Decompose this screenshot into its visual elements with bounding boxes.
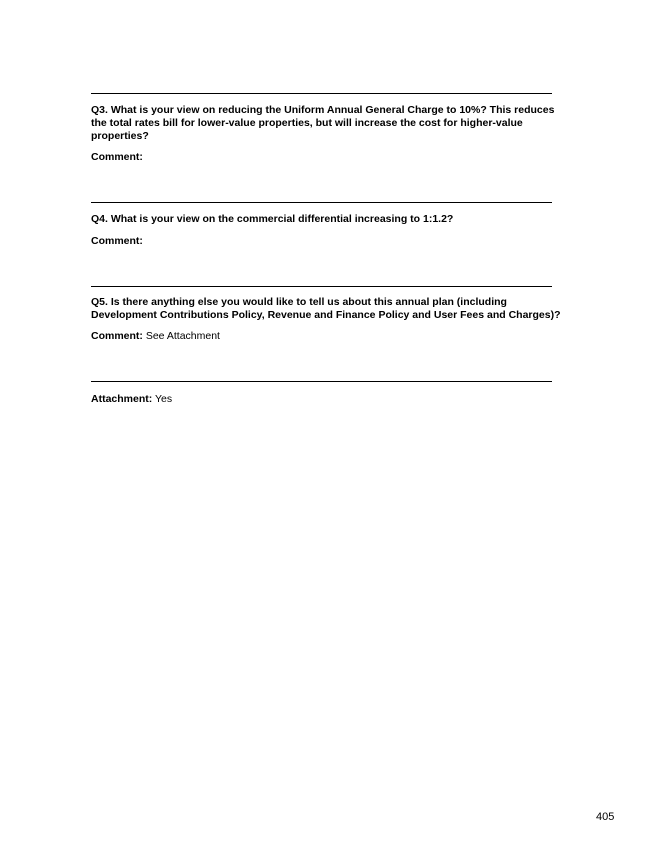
section-divider (91, 381, 552, 382)
attachment-label: Attachment: (91, 393, 153, 405)
question-q5: Q5. Is there anything else you would like to tell us about this annual plan (including Development Contributions Policy, Revenue and Finance Policy and User Fees and Charges)? (91, 296, 561, 321)
comment-value: See Attachment (145, 330, 220, 342)
attachment-value: Yes (155, 393, 173, 405)
comment-label: Comment: (91, 151, 143, 163)
section-divider (91, 202, 552, 203)
comment-q5 (91, 330, 220, 343)
attachment-field (91, 393, 172, 406)
page-number: 405 (596, 811, 615, 823)
comment-label: Comment: (91, 235, 143, 247)
section-divider (91, 93, 552, 94)
question-q3: Q3. What is your view on reducing the Uniform Annual General Charge to 10%? This reduces the total rates bill for lower-value properties, but will increase the cost for higher-value properties? (91, 104, 555, 142)
comment-label: Comment: (91, 330, 143, 342)
comment-q3 (91, 151, 143, 164)
question-q4: Q4. What is your view on the commercial differential increasing to 1:1.2? (91, 213, 454, 225)
comment-q4 (91, 235, 143, 248)
section-divider (91, 286, 552, 287)
